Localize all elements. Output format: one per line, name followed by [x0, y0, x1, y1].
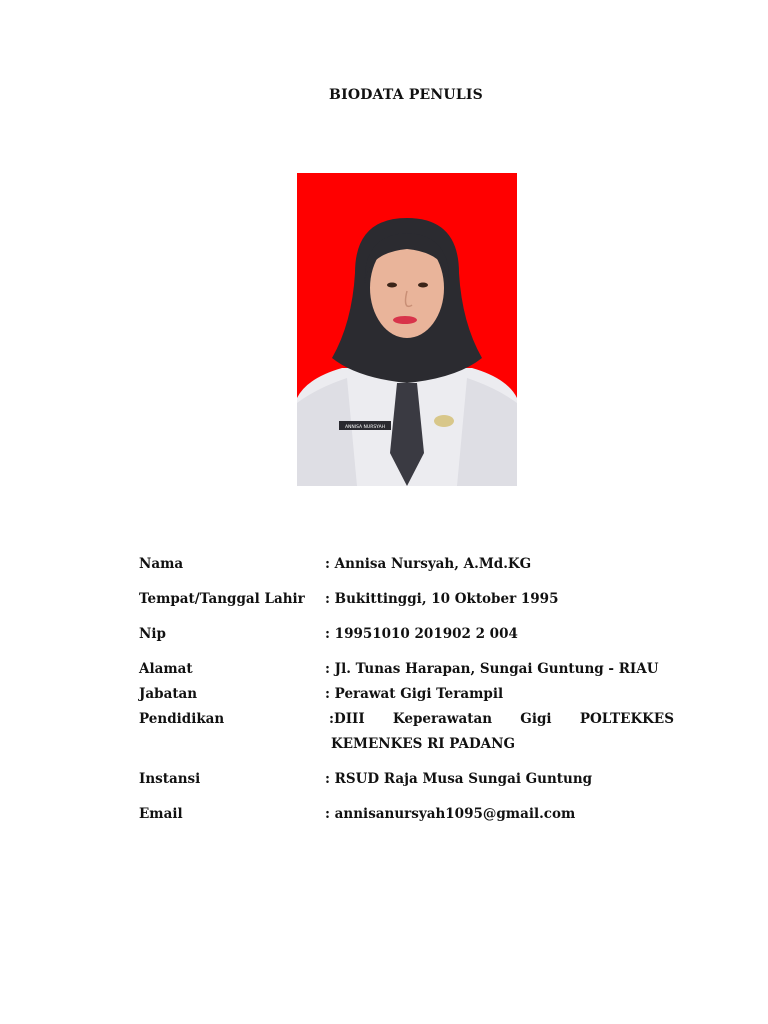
field-value: : Jl. Tunas Harapan, Sungai Guntung - RIAU — [325, 661, 659, 677]
field-value-continued: KEMENKES RI PADANG — [331, 736, 515, 752]
field-value: : 19951010 201902 2 004 — [325, 626, 518, 642]
field-label: Instansi — [139, 771, 201, 787]
field-label: Email — [139, 806, 183, 822]
field-label: Nip — [139, 626, 166, 642]
value-word: POLTEKKES — [579, 711, 674, 727]
field-label: Tempat/Tanggal Lahir — [139, 591, 305, 607]
field-value: : RSUD Raja Musa Sungai Guntung — [325, 771, 593, 787]
field-label: Nama — [139, 556, 184, 572]
field-value: : Annisa Nursyah, A.Md.KG — [325, 556, 532, 572]
value-word: Keperawatan — [392, 711, 493, 727]
page-title: BIODATA PENULIS — [329, 87, 483, 103]
name-tag-text: ANNISA NURSYAH — [344, 425, 386, 430]
badge — [434, 415, 454, 427]
profile-photo — [297, 173, 517, 486]
value-word: :DIII — [329, 711, 365, 727]
field-label: Pendidikan — [139, 711, 225, 727]
field-value: : Bukittinggi, 10 Oktober 1995 — [325, 591, 559, 607]
field-label: Alamat — [139, 661, 193, 677]
field-value: : annisanursyah1095@gmail.com — [325, 806, 576, 822]
field-label: Jabatan — [139, 686, 198, 702]
field-value — [329, 710, 674, 728]
field-value: : Perawat Gigi Terampil — [325, 686, 504, 702]
value-word: Gigi — [520, 711, 552, 727]
